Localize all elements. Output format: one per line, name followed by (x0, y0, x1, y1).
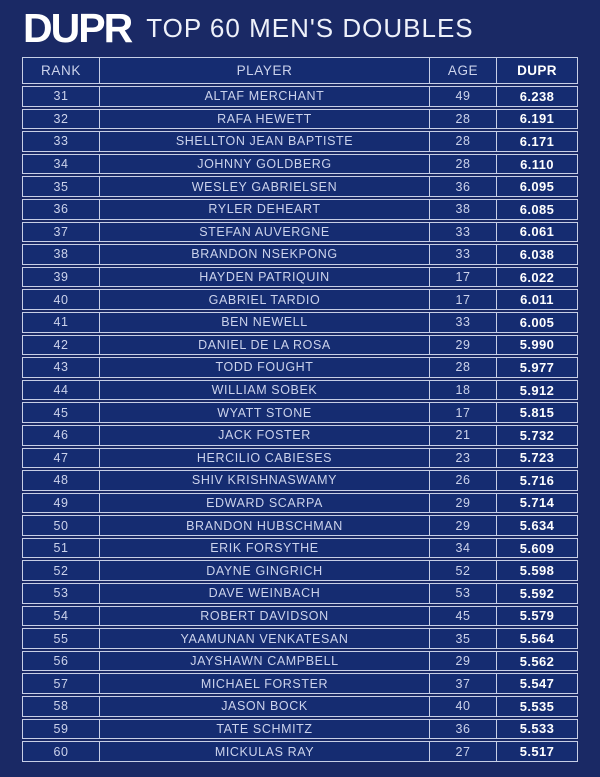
player-cell: DAYNE GINGRICH (99, 561, 429, 580)
age-cell: 26 (429, 471, 496, 490)
page-title: TOP 60 MEN'S DOUBLES (146, 13, 474, 43)
player-cell: JOHNNY GOLDBERG (99, 155, 429, 174)
table-row (22, 493, 578, 514)
rank-cell: 31 (53, 89, 69, 104)
age-cell: 28 (429, 110, 496, 129)
age-cell: 37 (429, 674, 496, 693)
rank-cell: 50 (53, 518, 69, 533)
dupr-cell: 5.634 (496, 516, 577, 535)
table-row (22, 380, 578, 401)
rank-cell: 48 (53, 473, 69, 488)
rank-cell: 32 (53, 111, 69, 126)
table-row (22, 425, 578, 446)
table-row (22, 335, 578, 356)
table-row (22, 538, 578, 559)
rank-cell: 47 (53, 450, 69, 465)
rank-cell: 41 (53, 315, 69, 330)
table-row (22, 402, 578, 423)
player-cell: JASON BOCK (99, 697, 429, 716)
dupr-cell: 6.085 (496, 200, 577, 219)
age-cell: 53 (429, 584, 496, 603)
age-cell: 29 (429, 652, 496, 671)
table-row (22, 199, 578, 220)
player-cell: EDWARD SCARPA (99, 494, 429, 513)
table-row (22, 560, 578, 581)
age-cell: 45 (429, 607, 496, 626)
player-cell: DAVE WEINBACH (99, 584, 429, 603)
dupr-cell: 5.533 (496, 720, 577, 739)
dupr-cell: 5.609 (496, 539, 577, 558)
age-cell: 17 (429, 268, 496, 287)
player-cell: TATE SCHMITZ (99, 720, 429, 739)
table-row (22, 515, 578, 536)
dupr-cell: 5.517 (496, 742, 577, 761)
table-row (22, 109, 578, 130)
dupr-cell: 5.598 (496, 561, 577, 580)
age-cell: 29 (429, 336, 496, 355)
table-row (22, 222, 578, 243)
player-cell: HERCILIO CABIESES (99, 449, 429, 468)
rank-cell: 56 (53, 654, 69, 669)
player-cell: JACK FOSTER (99, 426, 429, 445)
player-cell: WESLEY GABRIELSEN (99, 177, 429, 196)
rank-cell: 59 (53, 721, 69, 736)
rank-cell: 45 (53, 405, 69, 420)
table-row (22, 267, 578, 288)
dupr-cell: 6.061 (496, 223, 577, 242)
age-cell: 38 (429, 200, 496, 219)
dupr-cell: 5.547 (496, 674, 577, 693)
player-cell: WYATT STONE (99, 403, 429, 422)
player-cell: MICKULAS RAY (99, 742, 429, 761)
rank-cell: 49 (53, 495, 69, 510)
table-row (22, 154, 578, 175)
rank-cell: 57 (53, 676, 69, 691)
rank-cell: 55 (53, 631, 69, 646)
age-cell: 49 (429, 87, 496, 106)
dupr-cell: 5.912 (496, 381, 577, 400)
rank-column-header: RANK (41, 63, 81, 78)
age-cell: 27 (429, 742, 496, 761)
player-cell: SHIV KRISHNASWAMY (99, 471, 429, 490)
rank-cell: 46 (53, 428, 69, 443)
age-cell: 33 (429, 313, 496, 332)
dupr-cell: 5.990 (496, 336, 577, 355)
table-row (22, 470, 578, 491)
table-row (22, 719, 578, 740)
table-row (22, 696, 578, 717)
rank-cell: 43 (53, 360, 69, 375)
age-cell: 52 (429, 561, 496, 580)
age-cell: 40 (429, 697, 496, 716)
age-cell: 28 (429, 358, 496, 377)
dupr-cell: 6.191 (496, 110, 577, 129)
table-row (22, 86, 578, 107)
rank-cell: 58 (53, 699, 69, 714)
player-cell: JAYSHAWN CAMPBELL (99, 652, 429, 671)
age-cell: 35 (429, 629, 496, 648)
player-cell: YAAMUNAN VENKATESAN (99, 629, 429, 648)
rank-cell: 60 (53, 744, 69, 759)
table-row (22, 289, 578, 310)
player-cell: BRANDON NSEKPONG (99, 245, 429, 264)
table-row (22, 357, 578, 378)
age-cell: 17 (429, 403, 496, 422)
dupr-cell: 6.171 (496, 132, 577, 151)
age-cell: 29 (429, 494, 496, 513)
dupr-cell: 5.562 (496, 652, 577, 671)
player-cell: RYLER DEHEART (99, 200, 429, 219)
dupr-cell: 5.723 (496, 449, 577, 468)
age-cell: 17 (429, 290, 496, 309)
player-cell: ROBERT DAVIDSON (99, 607, 429, 626)
age-cell: 21 (429, 426, 496, 445)
dupr-cell: 5.815 (496, 403, 577, 422)
rank-cell: 39 (53, 270, 69, 285)
dupr-cell: 5.732 (496, 426, 577, 445)
dupr-cell: 6.110 (496, 155, 577, 174)
age-cell: 23 (429, 449, 496, 468)
age-column-header: AGE (429, 58, 496, 83)
player-cell: RAFA HEWETT (99, 110, 429, 129)
table-row (22, 673, 578, 694)
age-cell: 36 (429, 720, 496, 739)
player-cell: WILLIAM SOBEK (99, 381, 429, 400)
player-cell: GABRIEL TARDIO (99, 290, 429, 309)
rank-cell: 51 (53, 541, 69, 556)
age-cell: 29 (429, 516, 496, 535)
player-cell: ERIK FORSYTHE (99, 539, 429, 558)
dupr-cell: 6.005 (496, 313, 577, 332)
leaderboard-table (22, 57, 578, 762)
rank-cell: 40 (53, 292, 69, 307)
table-row (22, 131, 578, 152)
table-row (22, 176, 578, 197)
age-cell: 33 (429, 223, 496, 242)
table-row (22, 312, 578, 333)
player-cell: ALTAF MERCHANT (99, 87, 429, 106)
age-cell: 28 (429, 132, 496, 151)
table-row (22, 741, 578, 762)
dupr-cell: 6.095 (496, 177, 577, 196)
player-column-header: PLAYER (99, 58, 429, 83)
table-row (22, 583, 578, 604)
rank-cell: 53 (53, 586, 69, 601)
player-cell: BRANDON HUBSCHMAN (99, 516, 429, 535)
rank-cell: 44 (53, 383, 69, 398)
dupr-cell: 5.579 (496, 607, 577, 626)
player-cell: STEFAN AUVERGNE (99, 223, 429, 242)
age-cell: 33 (429, 245, 496, 264)
player-cell: SHELLTON JEAN BAPTISTE (99, 132, 429, 151)
dupr-cell: 5.716 (496, 471, 577, 490)
rank-cell: 37 (53, 224, 69, 239)
table-row (22, 448, 578, 469)
dupr-cell: 5.592 (496, 584, 577, 603)
player-cell: DANIEL DE LA ROSA (99, 336, 429, 355)
player-cell: MICHAEL FORSTER (99, 674, 429, 693)
table-row (22, 606, 578, 627)
dupr-cell: 5.977 (496, 358, 577, 377)
table-row (22, 628, 578, 649)
rank-cell: 42 (53, 337, 69, 352)
table-header-row (22, 57, 578, 84)
table-row (22, 651, 578, 672)
dupr-cell: 5.714 (496, 494, 577, 513)
rank-cell: 33 (53, 134, 69, 149)
player-cell: BEN NEWELL (99, 313, 429, 332)
player-cell: TODD FOUGHT (99, 358, 429, 377)
dupr-cell: 5.535 (496, 697, 577, 716)
rank-cell: 54 (53, 608, 69, 623)
rank-cell: 34 (53, 157, 69, 172)
dupr-cell: 6.238 (496, 87, 577, 106)
age-cell: 18 (429, 381, 496, 400)
dupr-cell: 6.011 (496, 290, 577, 309)
age-cell: 34 (429, 539, 496, 558)
rank-cell: 52 (53, 563, 69, 578)
dupr-cell: 5.564 (496, 629, 577, 648)
rank-cell: 38 (53, 247, 69, 262)
age-cell: 28 (429, 155, 496, 174)
player-cell: HAYDEN PATRIQUIN (99, 268, 429, 287)
dupr-cell: 6.038 (496, 245, 577, 264)
page-header (0, 0, 600, 57)
dupr-logo: DUPR (23, 5, 132, 51)
rank-cell: 36 (53, 202, 69, 217)
dupr-column-header: DUPR (496, 58, 577, 83)
table-row (22, 244, 578, 265)
dupr-cell: 6.022 (496, 268, 577, 287)
rank-cell: 35 (53, 179, 69, 194)
age-cell: 36 (429, 177, 496, 196)
